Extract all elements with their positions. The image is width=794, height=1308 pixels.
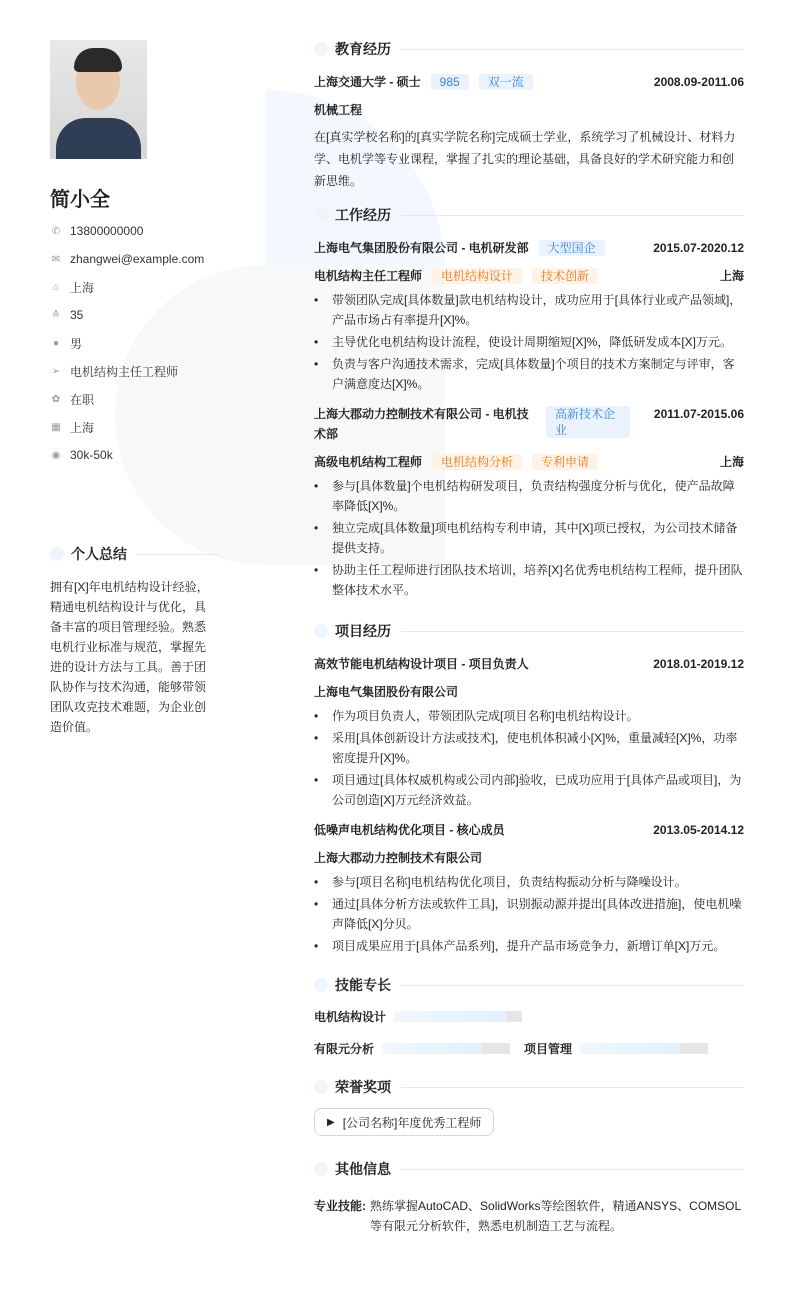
cake-icon: ≙ — [51, 309, 61, 321]
list-item: • 主导优化电机结构设计流程，使设计周期缩短[X]%，降低研发成本[X]万元。 — [314, 332, 744, 352]
date-range: 2015.07-2020.12 — [653, 241, 744, 255]
section-dot-icon — [314, 624, 328, 638]
play-triangle-icon: ▶ — [327, 1116, 335, 1128]
contact-item — [50, 329, 218, 357]
summary-text: 拥有[X]年电机结构设计经验，精通电机结构设计与优化，具备丰富的项目管理经验。熟悉电机行业标准与规范，掌握先进的设计方法与工具。善于团队协作与技术沟通，能够带领团队攻克技术难题，为企业创造价值。 — [50, 580, 209, 734]
company-name: 上海电气集团股份有限公司 - 电机研发部 — [314, 241, 529, 255]
school-tag: 985 — [431, 74, 469, 90]
project-org: 上海大郡动力控制技术有限公司 — [314, 851, 483, 865]
project-item — [314, 820, 744, 956]
skill-name: 有限元分析 — [314, 1041, 375, 1056]
contact-text: 上海 — [70, 420, 95, 435]
section-dot-icon — [314, 208, 328, 222]
divider — [401, 631, 744, 632]
skill-name: 项目管理 — [524, 1041, 573, 1056]
list-item: • 项目成果应用于[具体产品系列]，提升产品市场竞争力，新增订单[X]万元。 — [314, 936, 744, 956]
bullet-list — [314, 476, 744, 600]
status-icon: ✿ — [51, 393, 61, 405]
skill-level-bar — [394, 1011, 522, 1022]
contact-text: zhangwei@example.com — [70, 252, 205, 266]
major: 机械工程 — [314, 103, 363, 117]
divider — [137, 554, 218, 555]
building-icon: ▦ — [51, 421, 61, 433]
skill-tag: 技术创新 — [532, 268, 598, 284]
contact-item — [50, 245, 218, 273]
gender-icon: ● — [52, 337, 60, 349]
company-tag: 大型国企 — [539, 240, 605, 256]
skill-item — [524, 1038, 708, 1058]
contact-item — [50, 217, 218, 245]
list-item: • 协助主任工程师进行团队技术培训，培养[X]名优秀电机结构工程师，提升团队整体技术水平。 — [314, 560, 744, 600]
candidate-name: 简小全 — [50, 189, 110, 211]
project-org: 上海电气集团股份有限公司 — [314, 685, 459, 699]
divider — [401, 215, 744, 216]
divider — [401, 985, 744, 986]
section-title: 教育经历 — [335, 41, 391, 57]
contact-item — [50, 413, 218, 441]
skill-tag: 电机结构设计 — [432, 268, 522, 284]
section-header-education — [314, 36, 744, 62]
section-title: 工作经历 — [335, 207, 391, 223]
contact-text: 35 — [70, 308, 84, 322]
contact-item — [50, 441, 218, 469]
date-range: 2008.09-2011.06 — [653, 75, 744, 89]
divider — [401, 1169, 744, 1170]
bullet-list — [314, 872, 744, 956]
skill-tag: 专利申请 — [532, 454, 598, 470]
section-dot-icon — [314, 1162, 328, 1176]
section-header-projects — [314, 618, 744, 644]
contact-text: 电机结构主任工程师 — [70, 364, 179, 379]
honor-item[interactable] — [314, 1108, 494, 1136]
skill-item — [314, 1006, 522, 1026]
list-item: • 项目通过[具体权威机构或公司内部]验收，已成功应用于[具体产品或项目]，为公司创造[X]万元经济效益。 — [314, 770, 744, 810]
section-title: 个人总结 — [71, 546, 127, 562]
section-title: 荣誉奖项 — [335, 1079, 391, 1095]
skill-level-bar — [382, 1043, 510, 1054]
school-tag: 双一流 — [479, 74, 533, 90]
project-name: 低噪声电机结构优化项目 - 核心成员 — [314, 823, 505, 837]
contact-item — [50, 273, 218, 301]
honors-section — [314, 1074, 744, 1146]
company-name: 上海大郡动力控制技术有限公司 - 电机技术部 — [314, 407, 529, 441]
phone-icon: ✆ — [51, 225, 61, 237]
list-item: • 负责与客户沟通技术需求，完成[具体数量]个项目的技术方案制定与评审，客户满意度达[X]%。 — [314, 354, 744, 394]
skill-tag: 电机结构分析 — [432, 454, 522, 470]
section-header-honors — [314, 1074, 744, 1100]
list-item: • 带领团队完成[具体数量]款电机结构设计，成功应用于[具体行业或产品领域]，产品市场占有率提升[X]%。 — [314, 290, 744, 330]
divider — [401, 49, 744, 50]
list-item: • 采用[具体创新设计方法或技术]，使电机体积减小[X]%，重量减轻[X]%，功率密度提升[X]%。 — [314, 728, 744, 768]
section-dot-icon — [314, 1080, 328, 1094]
work-item — [314, 238, 744, 394]
location: 上海 — [719, 269, 744, 283]
project-item — [314, 654, 744, 810]
section-title: 技能专长 — [335, 977, 391, 993]
send-icon: ➢ — [51, 365, 61, 377]
section-title: 其他信息 — [335, 1161, 391, 1177]
education-description: 在[真实学校名称]的[真实学院名称]完成硕士学业，系统学习了机械设计、材料力学、电机学等专业课程，掌握了扎实的理论基础，具备良好的学术研究能力和创新思维。 — [314, 130, 736, 188]
list-item: • 通过[具体分析方法或软件工具]，识别振动源并提出[具体改进措施]，使电机噪声降低[X]分贝。 — [314, 894, 744, 934]
contact-text: 在职 — [70, 392, 95, 407]
section-dot-icon — [314, 42, 328, 56]
bullet-list — [314, 706, 744, 810]
other-label: 专业技能: — [314, 1199, 366, 1213]
school-name: 上海交通大学 - 硕士 — [314, 75, 421, 89]
list-item: • 参与[具体数量]个电机结构研发项目，负责结构强度分析与优化，使产品故障率降低[X]%。 — [314, 476, 744, 516]
project-name: 高效节能电机结构设计项目 - 项目负责人 — [314, 657, 529, 671]
profile-photo — [50, 40, 147, 159]
contact-item — [50, 357, 218, 385]
skills-section — [314, 972, 744, 1070]
contact-text: 30k-50k — [70, 448, 113, 462]
salary-icon: ◉ — [51, 449, 61, 461]
skill-item — [314, 1038, 510, 1058]
mail-icon: ✉ — [51, 253, 61, 265]
date-range: 2011.07-2015.06 — [653, 407, 744, 421]
contact-list — [50, 217, 218, 469]
date-range: 2013.05-2014.12 — [653, 823, 744, 837]
list-item: • 作为项目负责人，带领团队完成[项目名称]电机结构设计。 — [314, 706, 744, 726]
section-dot-icon — [50, 547, 64, 561]
bullet-list — [314, 290, 744, 394]
other-section — [314, 1156, 744, 1236]
contact-item — [50, 385, 218, 413]
main-content — [314, 36, 744, 1246]
work-section — [314, 202, 744, 600]
list-item: • 独立完成[具体数量]项电机结构专利申请，其中[X]项已授权，为公司技术储备提供支持。 — [314, 518, 744, 558]
section-header-work — [314, 202, 744, 228]
other-text: 熟练掌握AutoCAD、SolidWorks等绘图软件，精通ANSYS、COMSOL等有限元分析软件，熟悉电机制造工艺与流程。 — [370, 1199, 742, 1233]
section-title: 项目经历 — [335, 623, 391, 639]
work-item — [314, 404, 744, 600]
location: 上海 — [719, 455, 744, 469]
contact-text: 13800000000 — [70, 224, 144, 238]
education-section — [314, 36, 744, 192]
contact-text: 上海 — [70, 280, 95, 295]
contact-item — [50, 301, 218, 329]
list-item: • 参与[项目名称]电机结构优化项目，负责结构振动分析与降噪设计。 — [314, 872, 744, 892]
section-header-skills — [314, 972, 744, 998]
section-header-summary — [50, 541, 218, 567]
sidebar — [50, 40, 218, 737]
date-range: 2018.01-2019.12 — [653, 657, 744, 671]
section-dot-icon — [314, 978, 328, 992]
company-tag: 高新技术企业 — [546, 406, 630, 438]
honor-text: [公司名称]年度优秀工程师 — [342, 1115, 482, 1130]
home-icon: ⌂ — [52, 281, 60, 293]
divider — [401, 1087, 744, 1088]
section-header-other — [314, 1156, 744, 1182]
skill-name: 电机结构设计 — [314, 1009, 387, 1024]
skill-level-bar — [580, 1043, 708, 1054]
contact-text: 男 — [70, 336, 83, 351]
projects-section — [314, 618, 744, 956]
job-title: 高级电机结构工程师 — [314, 455, 423, 469]
job-title: 电机结构主任工程师 — [314, 269, 423, 283]
